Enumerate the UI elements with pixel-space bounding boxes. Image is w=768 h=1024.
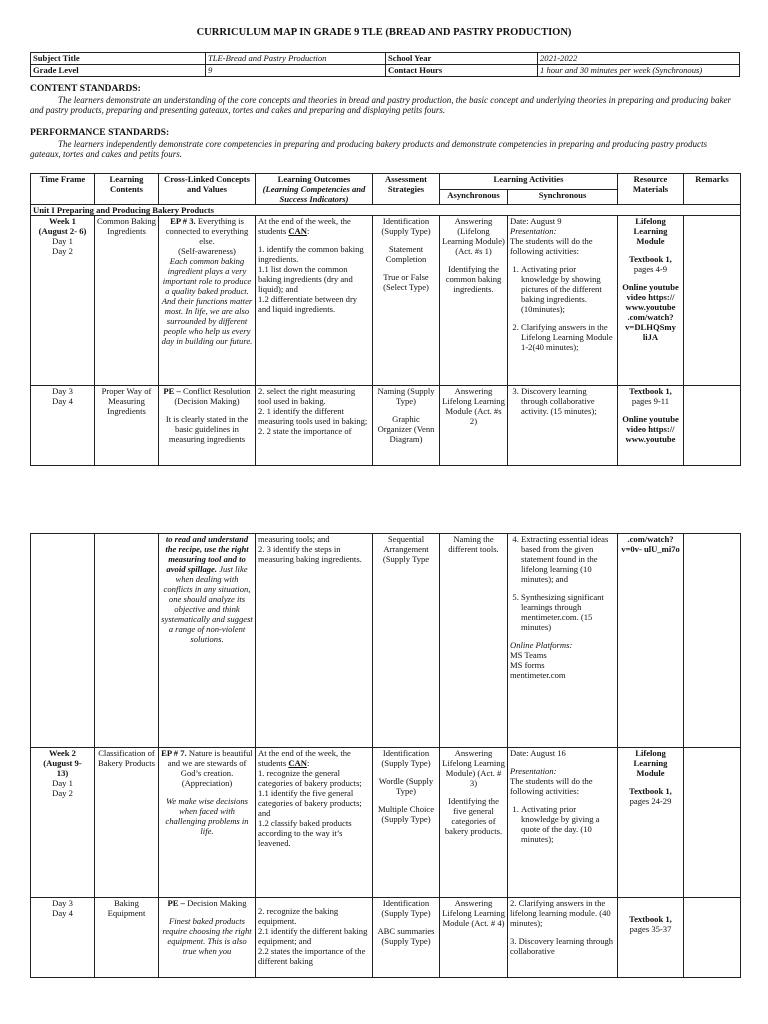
assessment-cell [373,748,440,898]
resource-link[interactable]: Online youtube video https:// www.youtube .com/watch? v=DLHQSmy liJA [622,282,679,342]
table-row-continued [31,534,741,748]
sync-activity: 4. Extracting essential ideas based from the given statement found in the lifelong learning (10 minutes); and [521,534,615,584]
resource-item: pages 24-29 [629,796,672,806]
outcome-intro: At the end of the week, the students [258,216,351,236]
outcome-item: 1.2 classify baked products according to the way it’s leavened. [258,818,352,848]
document-title: CURRICULUM MAP IN GRADE 9 TLE (BREAD AND PASTRY PRODUCTION) [196,27,572,38]
value-cell [159,898,256,978]
async-cell [440,748,508,898]
day-label: Day 2 [52,246,73,256]
time-frame-cell [31,216,95,386]
value-code: EP # 3. [170,216,196,226]
header-time-frame: Time Frame [31,174,95,205]
curriculum-table-page-2 [30,533,741,978]
outcomes-cell [256,534,373,748]
outcome-item: 2. select the right measuring tool used in baking. [258,386,356,406]
school-year-value: 2021-2022 [538,53,740,65]
content-standards-text: The learners demonstrate an understanding of the core concepts and theories in bread and pastry production, the basic concept and underlying theories in preparing and producing baker and pastry products, preparing and presenting gateaux, tortes and cakes and preparing and displaying petits fours. [30,94,731,115]
value-statement: Everything is connected to everything else. [165,216,249,246]
learning-content-cell [95,534,159,748]
header-assessment: Assessment Strategies [373,174,440,205]
platforms-heading: Online Platforms: [510,640,573,650]
sync-presentation: Presentation: [510,226,557,236]
async-item: Identifying the five general categories of bakery products. [444,796,503,836]
sync-cell [508,898,618,978]
sync-intro: The students will do the following activities: [510,776,593,796]
outcome-item: 1.1 identify the five general categories of bakery products; and [258,788,362,818]
sync-activity: 3. Discovery learning through collaborative activity. (15 minutes); [521,386,615,416]
time-frame-cell [31,898,95,978]
assessment-item: Graphic Organizer (Venn Diagram) [377,414,435,444]
day-label: Day 4 [52,396,73,406]
remarks-cell [684,534,741,748]
outcome-can: CAN [288,758,307,768]
sync-activity: 1. Activating prior knowledge by showing pictures of the different baking ingredients. (10minutes); [521,264,615,314]
outcome-item: 2. 3 identify the steps in measuring baking ingredients. [258,544,362,564]
resource-link[interactable]: Online youtube video https:// www.youtube [622,414,679,444]
school-year-label: School Year [386,53,538,65]
remarks-cell [684,386,741,466]
outcome-item: 1.2 differentiate between dry and liquid ingredients. [258,294,358,314]
content-standards [30,84,740,116]
subject-title-label: Subject Title [31,53,206,65]
resources-cell [618,898,684,978]
sync-activity: 2. Clarifying answers in the Lifelong Learning Module 1-2(40 minutes); [521,322,615,352]
remarks-cell [684,748,741,898]
day-label: Day 1 [52,236,73,246]
grade-level-value: 9 [206,65,386,77]
learning-content-cell: Common Baking Ingredients [95,216,159,386]
async-cell: Answering Lifelong Learning Module (Act. #s 2) [440,386,508,466]
table-row-day3-4-week2 [31,898,741,978]
async-item: Answering Lifelong Learning Module) (Act. # 3) [442,748,505,788]
resource-item: pages 4-9 [633,264,668,274]
outcome-item: 2. recognize the baking equipment. [258,906,339,926]
week-label: Week 1 [49,216,76,226]
table-row-week1 [31,216,741,386]
outcome-item: 1. identify the common baking ingredients. [258,244,364,264]
assessment-cell [373,216,440,386]
outcomes-cell [256,898,373,978]
contact-hours-label: Contact Hours [386,65,538,77]
resource-item: Textbook 1, [629,914,672,924]
grade-level-label: Grade Level [31,65,206,77]
assessment-item: Identification (Supply Type) [381,748,431,768]
resource-item: Textbook 1, [629,786,672,796]
async-item: Answering (Lifelong Learning Module) (Act. #s 1) [442,216,505,256]
header-resources: Resource Materials [618,174,684,205]
sync-activity: 2. Clarifying answers in the lifelong learning module. (40 minutes); [510,898,611,928]
assessment-item: Multiple Choice (Supply Type) [377,804,435,824]
time-frame-cell [31,748,95,898]
value-statement: Conflict Resolution [183,386,251,396]
resource-item: Textbook 1, [629,386,672,396]
assessment-cell: Sequential Arrangement (Supply Type [373,534,440,748]
outcome-item: 2.2 states the importance of the different baking [258,946,366,966]
resource-item: Lifelong Learning Module [633,748,668,778]
day-label: Day 4 [52,908,73,918]
learning-content-cell: Proper Way of Measuring Ingredients [95,386,159,466]
assessment-cell [373,898,440,978]
sync-date: Date: August 9 [510,216,562,226]
performance-standards-heading: PERFORMANCE STANDARDS: [30,127,170,138]
sync-activity: 1. Activating prior knowledge by giving a quote of the day. (10 minutes); [521,804,615,844]
date-range: (August 2- 6) [38,226,87,236]
outcome-item: measuring tools; and [258,534,330,544]
outcome-can: CAN [288,226,307,236]
table-row-day3-4 [31,386,741,466]
resource-item: Textbook 1, [629,254,672,264]
value-tag: (Decision Making) [174,396,240,406]
header-learning-activities: Learning Activities [440,174,618,190]
value-explanation: We make wise decisions when faced with challenging problems in life. [165,796,249,836]
value-explanation: It is clearly stated in the basic guidelines in measuring ingredients [165,414,249,444]
resource-item: pages 9-11 [631,396,670,406]
header-learning-outcomes [256,174,373,205]
async-cell: Naming the different tools. [440,534,508,748]
resources-cell [618,216,684,386]
outcome-item: 2. 2 state the importance of [258,426,352,436]
value-explanation: to read and understand the recipe, use the right measuring tool and to avoid spillage. [165,534,249,574]
value-code: EP # 7. [161,748,187,758]
time-frame-cell [31,386,95,466]
value-statement: Decision Making [187,898,247,908]
header-learning-contents: Learning Contents [95,174,159,205]
outcomes-cell: At the end of the week, the students CAN: 1. identify the common baking ingredients. 1.1 list down the common baking ingredients (dry and liquid); and 1.2 differentiate between dry and liquid ingredients. [256,216,373,386]
resources-cell [618,748,684,898]
assessment-item: Naming (Supply Type) [377,386,435,406]
platform-item: MS forms [510,660,545,670]
async-cell: Answering Lifelong Learning Module (Act. # 4) [440,898,508,978]
assessment-item: Identification (Supply Type) [381,216,431,236]
assessment-item: True or False (Select Type) [383,272,429,292]
resource-item: pages 35-37 [629,924,672,934]
header-outcomes-subtitle: (Learning Competencies and Success Indicators) [262,184,366,204]
date-range: (August 9- [43,758,82,768]
resource-item: Lifelong Learning Module [633,216,668,246]
resource-link[interactable]: .com/watch? v=0v- ulU_mi7o [618,534,684,748]
sync-presentation: Presentation: [510,766,557,776]
day-label: Day 2 [52,788,73,798]
date-range: 13) [56,768,69,778]
value-cell [159,748,256,898]
value-tag: (Self-awareness) [178,246,236,256]
outcomes-cell: At the end of the week, the students CAN: 1. recognize the general categories of bakery products; 1.1 identify the five general categories of bakery products; and 1.2 classify baked products according to the way it’s leavened. [256,748,373,898]
unit-title: Unit I Preparing and Producing Bakery Products [31,205,741,216]
sync-cell [508,216,618,386]
value-explanation: Just like when dealing with conflicts in any situation, one should analyze its objective and think systematically and suggest a range of non-violent solutions. [161,564,253,644]
sync-cell [508,534,618,748]
platform-item: mentimeter.com [510,670,566,680]
value-cell [159,216,256,386]
day-label: Day 3 [52,386,73,396]
async-item: Identifying the common baking ingredients. [445,264,502,294]
subject-title-value: TLE-Bread and Pastry Production [206,53,386,65]
assessment-item: Identification (Supply Type) [381,898,431,918]
header-asynchronous: Asynchronous [440,189,508,205]
value-cell [159,534,256,748]
async-cell [440,216,508,386]
sync-intro: The students will do the following activities: [510,236,593,256]
header-cross-linked: Cross-Linked Concepts and Values [159,174,256,205]
sync-cell [508,386,618,466]
day-label: Day 3 [52,898,73,908]
document-page-1 [0,0,768,505]
content-standards-heading: CONTENT STANDARDS: [30,83,141,94]
document-page-2 [0,520,768,1024]
outcome-intro: At the end of the week, the students [258,748,351,768]
header-remarks: Remarks [684,174,741,205]
assessment-item: Statement Completion [385,244,427,264]
outcome-item: 2.1 identify the different baking equipment; and [258,926,368,946]
time-frame-cell [31,534,95,748]
outcome-item: 1.1 list down the common baking ingredients (dry and liquid); and [258,264,353,294]
outcome-item: 2. 1 identify the different measuring tools used in baking; [258,406,368,426]
learning-content-cell: Classification of Bakery Products [95,748,159,898]
platform-item: MS Teams [510,650,547,660]
table-row-week2 [31,748,741,898]
curriculum-table-page-1 [30,173,741,466]
remarks-cell [684,898,741,978]
header-synchronous: Synchronous [508,189,618,205]
remarks-cell [684,216,741,386]
value-explanation: Each common baking ingredient plays a very important role to produce a quality baked product. And their functions matter most. In life, we are also surrounded by different people who help us every day in building our future. [161,256,253,346]
value-cell [159,386,256,466]
value-code: PE – [163,386,181,396]
outcomes-cell [256,386,373,466]
sync-activity: 3. Discovery learning through collaborative [510,936,614,956]
value-explanation: Finest baked products require choosing the right equipment. This is also true when you [162,916,252,956]
performance-standards [30,128,740,160]
assessment-item: ABC summaries (Supply Type) [377,926,435,946]
sync-activity: 5. Synthesizing significant learnings through mentimeter.com. (15 minutes) [521,592,615,632]
value-tag: (Appreciation) [181,778,233,788]
assessment-cell [373,386,440,466]
sync-cell [508,748,618,898]
assessment-item: Wordle (Supply Type) [378,776,434,796]
week-label: Week 2 [49,748,76,758]
outcome-item: 1. recognize the general categories of bakery products; [258,768,362,788]
subject-info-table [30,52,740,77]
value-code: PE – [167,898,185,908]
sync-date: Date: August 16 [510,748,566,758]
contact-hours-value: 1 hour and 30 minutes per week (Synchronous) [538,65,740,77]
learning-content-cell: Baking Equipment [95,898,159,978]
performance-standards-text: The learners independently demonstrate core competencies in preparing and producing bakery products and demonstrate competencies in preparing and producing pastry products gateaux, tortes and cakes and petits fours. [30,138,708,159]
header-outcomes-title: Learning Outcomes [277,174,351,184]
resources-cell [618,386,684,466]
day-label: Day 1 [52,778,73,788]
value-statement: Nature is beautiful and we are stewards of God’s creation. [167,748,253,778]
